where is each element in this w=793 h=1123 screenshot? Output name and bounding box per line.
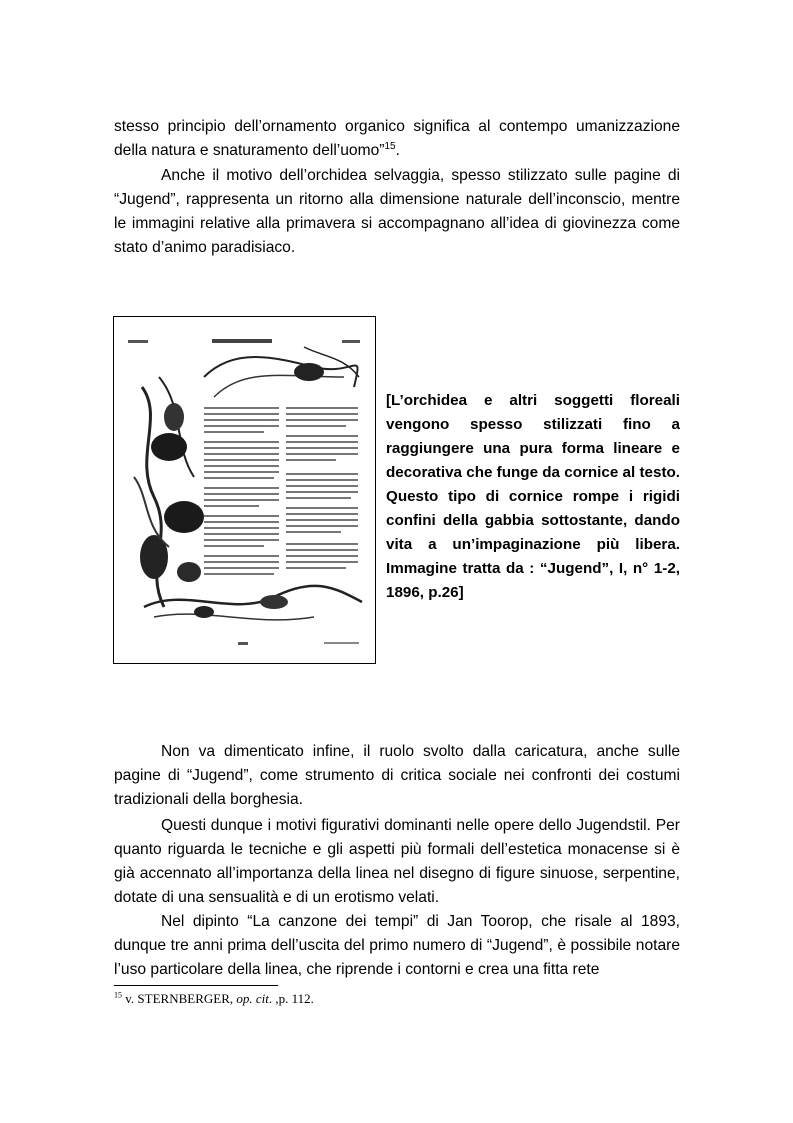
paragraph-1 (114, 115, 680, 163)
footnote-rest: . ,p. 112. (268, 991, 314, 1006)
footnote-number: 15 (114, 990, 122, 1000)
footnote-15 (114, 991, 314, 1007)
jugend-page-illustration (114, 317, 374, 662)
paragraph-3: Non va dimenticato infine, il ruolo svolto dalla caricatura, anche sulle pagine di “Jugend”, come strumento di critica sociale nei confronti dei costumi tradizionali della borghesia. (114, 743, 680, 808)
paragraph-1-text: stesso principio dell’ornamento organico significa al contempo umanizzazione della natura e snaturamento dell’uomo” (114, 118, 680, 159)
jugend-page-image (113, 316, 376, 664)
footnote-ref-15[interactable]: 15 (384, 140, 396, 152)
paragraph-2: Anche il motivo dell’orchidea selvaggia, spesso stilizzato sulle pagine di “Jugend”, rappresenta un ritorno alla dimensione naturale dell’inconscio, mentre le immagini relative alla primavera si accompagnano all’idea di giovinezza come stato d’animo paradisiaco. (114, 167, 680, 256)
footnote-separator (114, 985, 278, 986)
footnote-ref: op. cit (236, 991, 269, 1006)
paragraph-5: Nel dipinto “La canzone dei tempi” di Jan Toorop, che risale al 1893, dunque tre anni prima dell’uscita del primo numero di “Jugend”, è possibile notare l’uso particolare della linea, che riprende i contorni e crea una fitta rete (114, 913, 680, 978)
figure-caption: [L’orchidea e altri soggetti floreali vengono spesso stilizzati fino a raggiungere una pura forma lineare e decorativa che funge da cornice al testo. Questo tipo di cornice rompe i rigidi confini della gabbia sottostante, dando vita a un’impaginazione più libera. Immagine tratta da : “Jugend”, I, n° 1-2, 1896, p.26] (386, 392, 680, 601)
paragraph-1-end: . (395, 142, 400, 159)
footnote-author: v. STERNBERGER, (122, 991, 237, 1006)
paragraph-4: Questi dunque i motivi figurativi dominanti nelle opere dello Jugendstil. Per quanto riguarda le tecniche e gli aspetti più formali dell’estetica monacense si è già accennato all’importanza della linea nel disegno di figure sinuose, serpentine, dotate di una sensualità e di un erotismo velati. (114, 817, 680, 906)
